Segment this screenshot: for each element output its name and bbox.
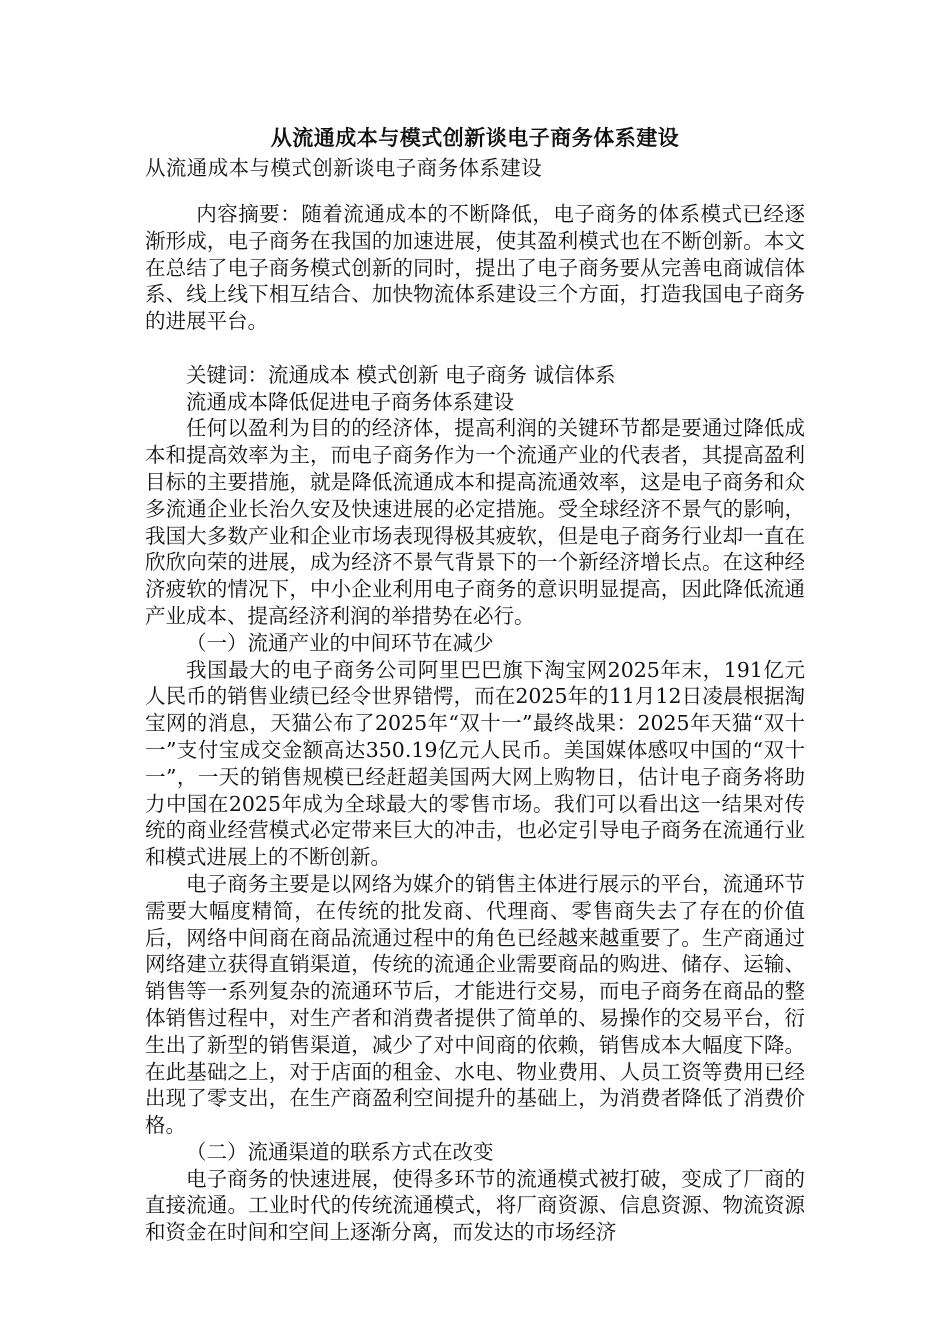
subsection-heading: （二）流通渠道的联系方式在改变	[186, 1139, 494, 1164]
body-paragraph: 我国最大的电子商务公司阿里巴巴旗下淘宝网2025年末，191亿元人民币的销售业绩已经令世界错愕，而在2025年的11月12日凌晨根据淘宝网的消息，天猫公布了2025年“双十一”最终战果：2025年天猫“双十一”支付宝成交金额高达350.19亿元人民币。美国媒体感叹中国的“双十一”，一天的销售规模已经赶超美国两大网上购物日，估计电子商务将助力中国在2025年成为全球最大的零售市场。我们可以看出这一结果对传统的商业经营模式必定带来巨大的冲击，也必定引导电子商务在流通行业和模式进展上的不断创新。	[145, 657, 805, 870]
document-subtitle: 从流通成本与模式创新谈电子商务体系建设	[145, 156, 543, 180]
abstract-paragraph: 内容摘要：随着流通成本的不断降低，电子商务的体系模式已经逐渐形成，电子商务在我国的加速进展，使其盈利模式也在不断创新。本文在总结了电子商务模式创新的同时，提出了电子商务要从完善电商诚信体系、线上线下相互结合、加快物流体系建设三个方面，打造我国电子商务的进展平台。	[145, 202, 805, 334]
body-paragraph: 电子商务主要是以网络为媒介的销售主体进行展示的平台，流通环节需要大幅度精简，在传统的批发商、代理商、零售商失去了存在的价值后，网络中间商在商品流通过程中的角色已经越来越重要了。生产商通过网络建立获得直销渠道，传统的流通企业需要商品的购进、储存、运输、销售等一系列复杂的流通环节后，才能进行交易，而电子商务在商品的整体销售过程中，对生产者和消费者提供了简单的、易操作的交易平台，衍生出了新型的销售渠道，减少了对中间商的依赖，销售成本大幅度下降。在此基础之上，对于店面的租金、水电、物业费用、人员工资等费用已经出现了零支出，在生产商盈利空间提升的基础上，为消费者降低了消费价格。	[145, 871, 805, 1138]
document-body	[145, 201, 805, 1246]
body-paragraph: 电子商务的快速进展，使得多环节的流通模式被打破，变成了厂商的直接流通。工业时代的传统流通模式，将厂商资源、信息资源、物流资源和资金在时间和空间上逐渐分离，而发达的市场经济	[145, 1166, 805, 1245]
body-paragraph: 任何以盈利为目的的经济体，提高利润的关键环节都是要通过降低成本和提高效率为主，而电子商务作为一个流通产业的代表者，其提高盈利目标的主要措施，就是降低流通成本和提高流通效率，这是电子商务和众多流通企业长治久安及快速进展的必定措施。受全球经济不景气的影响，我国大多数产业和企业市场表现得极其疲软，但是电子商务行业却一直在欣欣向荣的进展，成为经济不景气背景下的一个新经济增长点。在这种经济疲软的情况下，中小企业利用电子商务的意识明显提高，因此降低流通产业成本、提高经济利润的举措势在必行。	[145, 416, 805, 628]
section-heading: 流通成本降低促进电子商务体系建设	[186, 389, 514, 414]
subsection-heading: （一）流通产业的中间环节在减少	[186, 630, 494, 655]
document-title: 从流通成本与模式创新谈电子商务体系建设	[270, 125, 680, 150]
blank-line	[145, 335, 805, 362]
keywords-line: 关键词：流通成本 模式创新 电子商务 诚信体系	[186, 362, 616, 387]
